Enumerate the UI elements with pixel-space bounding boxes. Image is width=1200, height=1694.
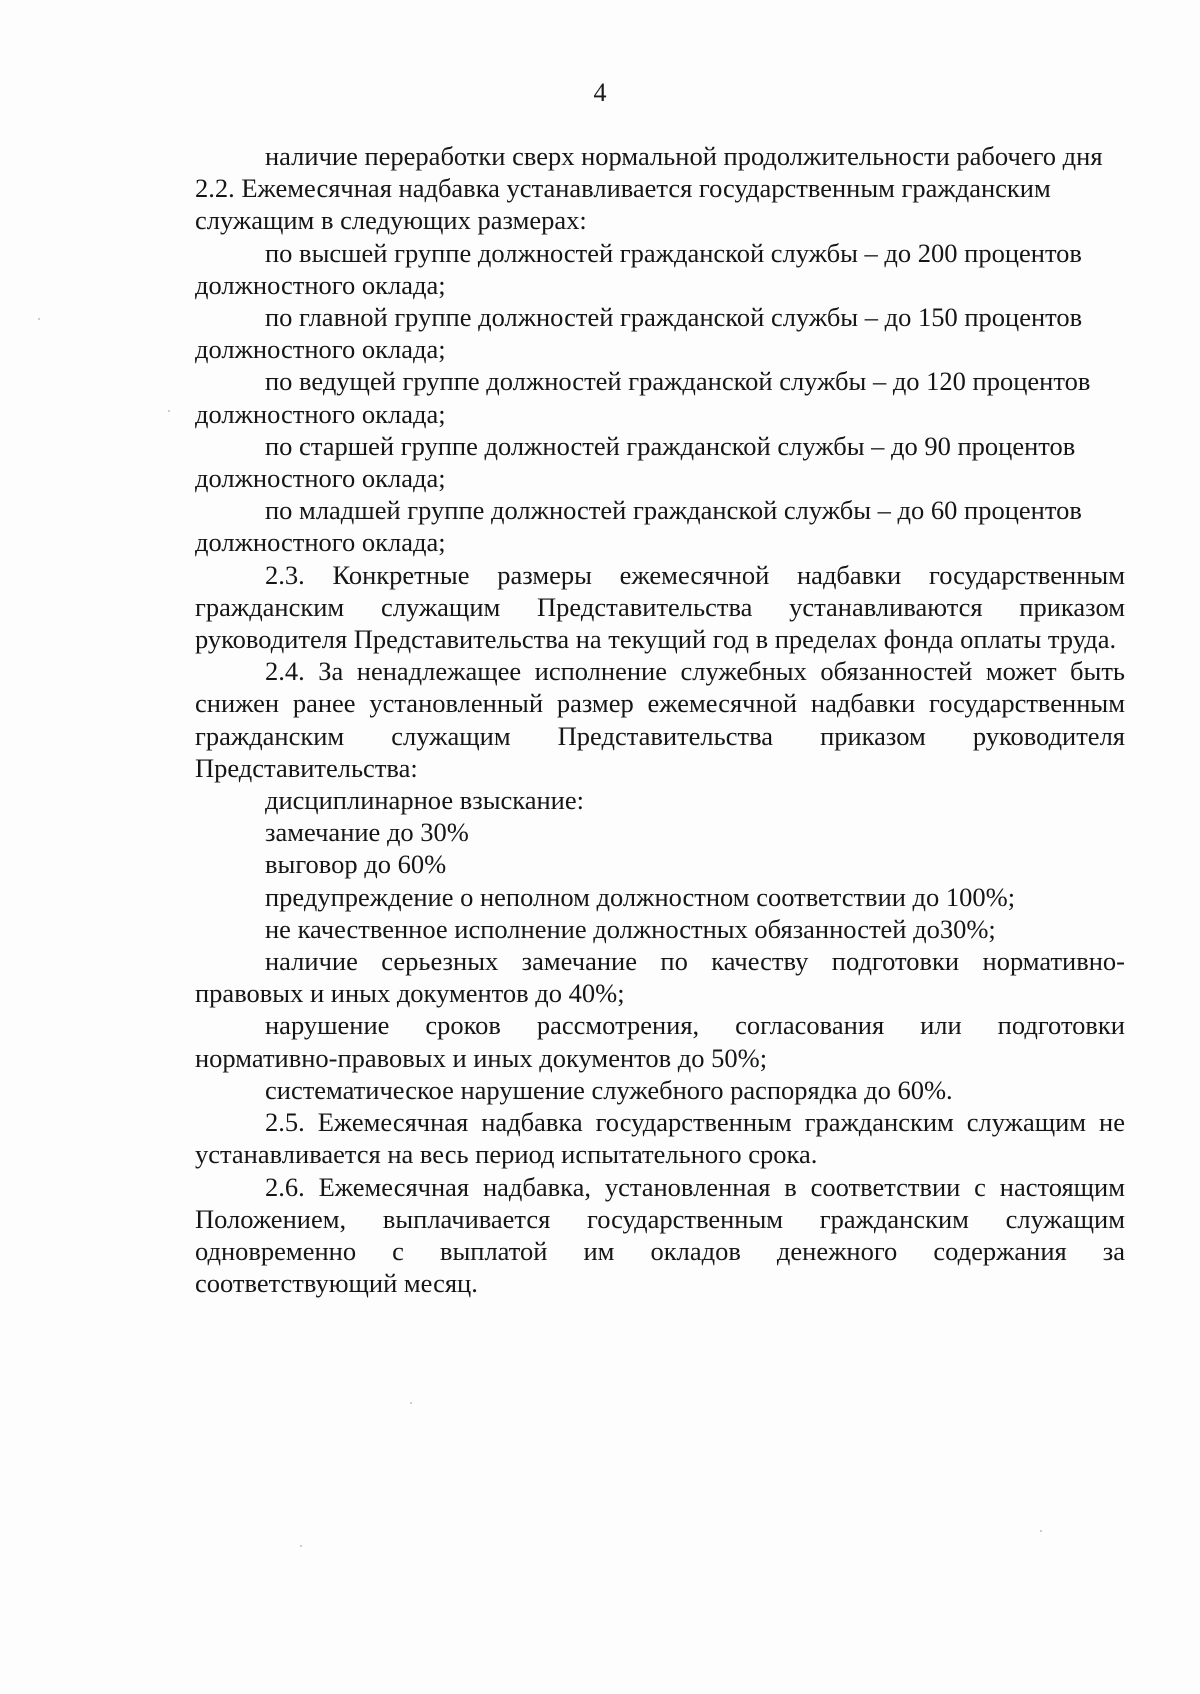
paragraph-systematic-violation: систематическое нарушение служебного распорядка до 60%. xyxy=(265,1074,953,1105)
paragraph-leading-group: по ведущей группе должностей гражданской службы – до 120 процентов должностного оклада; xyxy=(195,366,1091,429)
paragraph-poor-quality: не качественное исполнение должностных обязанностей до30%; xyxy=(265,913,996,944)
page-number: 4 xyxy=(593,78,607,107)
paragraph-main-group: по главной группе должностей гражданской службы – до 150 процентов должностного оклада; xyxy=(195,302,1083,365)
paragraph-disciplinary: дисциплинарное взыскание: xyxy=(265,785,584,816)
paragraph-highest-group: по высшей группе должностей гражданской службы – до 200 процентов должностного оклада; xyxy=(195,237,1082,300)
paragraph-2-6: 2.6. Ежемесячная надбавка, установленная в соответствии с настоящим Положением, выплачивается государственным гражданским служащим одновременно с выплатой им окладов денежного содержания за соответствующий месяц. xyxy=(195,1171,1125,1299)
scan-speck xyxy=(1040,1530,1042,1532)
scan-speck xyxy=(300,1545,302,1547)
paragraph-junior-group: по младшей группе должностей гражданской службы – до 60 процентов должностного оклада; xyxy=(195,495,1082,558)
paragraph-deadline-violation: нарушение сроков рассмотрения, согласования или подготовки нормативно-правовых и иных документов до 50%; xyxy=(195,1010,1125,1073)
scan-speck xyxy=(410,1402,412,1404)
paragraph-serious-remarks: наличие серьезных замечание по качеству подготовки нормативно-правовых и иных документов до 40%; xyxy=(195,946,1125,1009)
paragraph-2-5: 2.5. Ежемесячная надбавка государственным гражданским служащим не устанавливается на весь период испытательного срока. xyxy=(195,1107,1125,1170)
scan-speck xyxy=(168,410,170,412)
scan-speck xyxy=(38,318,40,320)
document-body xyxy=(195,140,1125,1299)
paragraph-2-3: 2.3. Конкретные размеры ежемесячной надбавки государственным гражданским служащим Представительства устанавливаются приказом руководителя Представительства на текущий год в пределах фонда оплаты труда. xyxy=(195,559,1125,655)
paragraph-senior-group: по старшей группе должностей гражданской службы – до 90 процентов должностного оклада; xyxy=(195,430,1076,494)
paragraph-warning: предупреждение о неполном должностном соответствии до 100%; xyxy=(265,881,1016,912)
paragraph-reprimand: выговор до 60% xyxy=(265,849,447,880)
paragraph-overtime: наличие переработки сверх нормальной продолжительности рабочего дня 2.2. Ежемесячная надбавка устанавливается государственным гражданским служащим в следующих размерах: xyxy=(195,141,1103,236)
paragraph-2-4: 2.4. За ненадлежащее исполнение служебных обязанностей может быть снижен ранее установленный размер ежемесячной надбавки государственным гражданским служащим Представительства приказом руководителя Представительства: xyxy=(195,656,1125,783)
paragraph-remark: замечание до 30% xyxy=(265,817,469,848)
